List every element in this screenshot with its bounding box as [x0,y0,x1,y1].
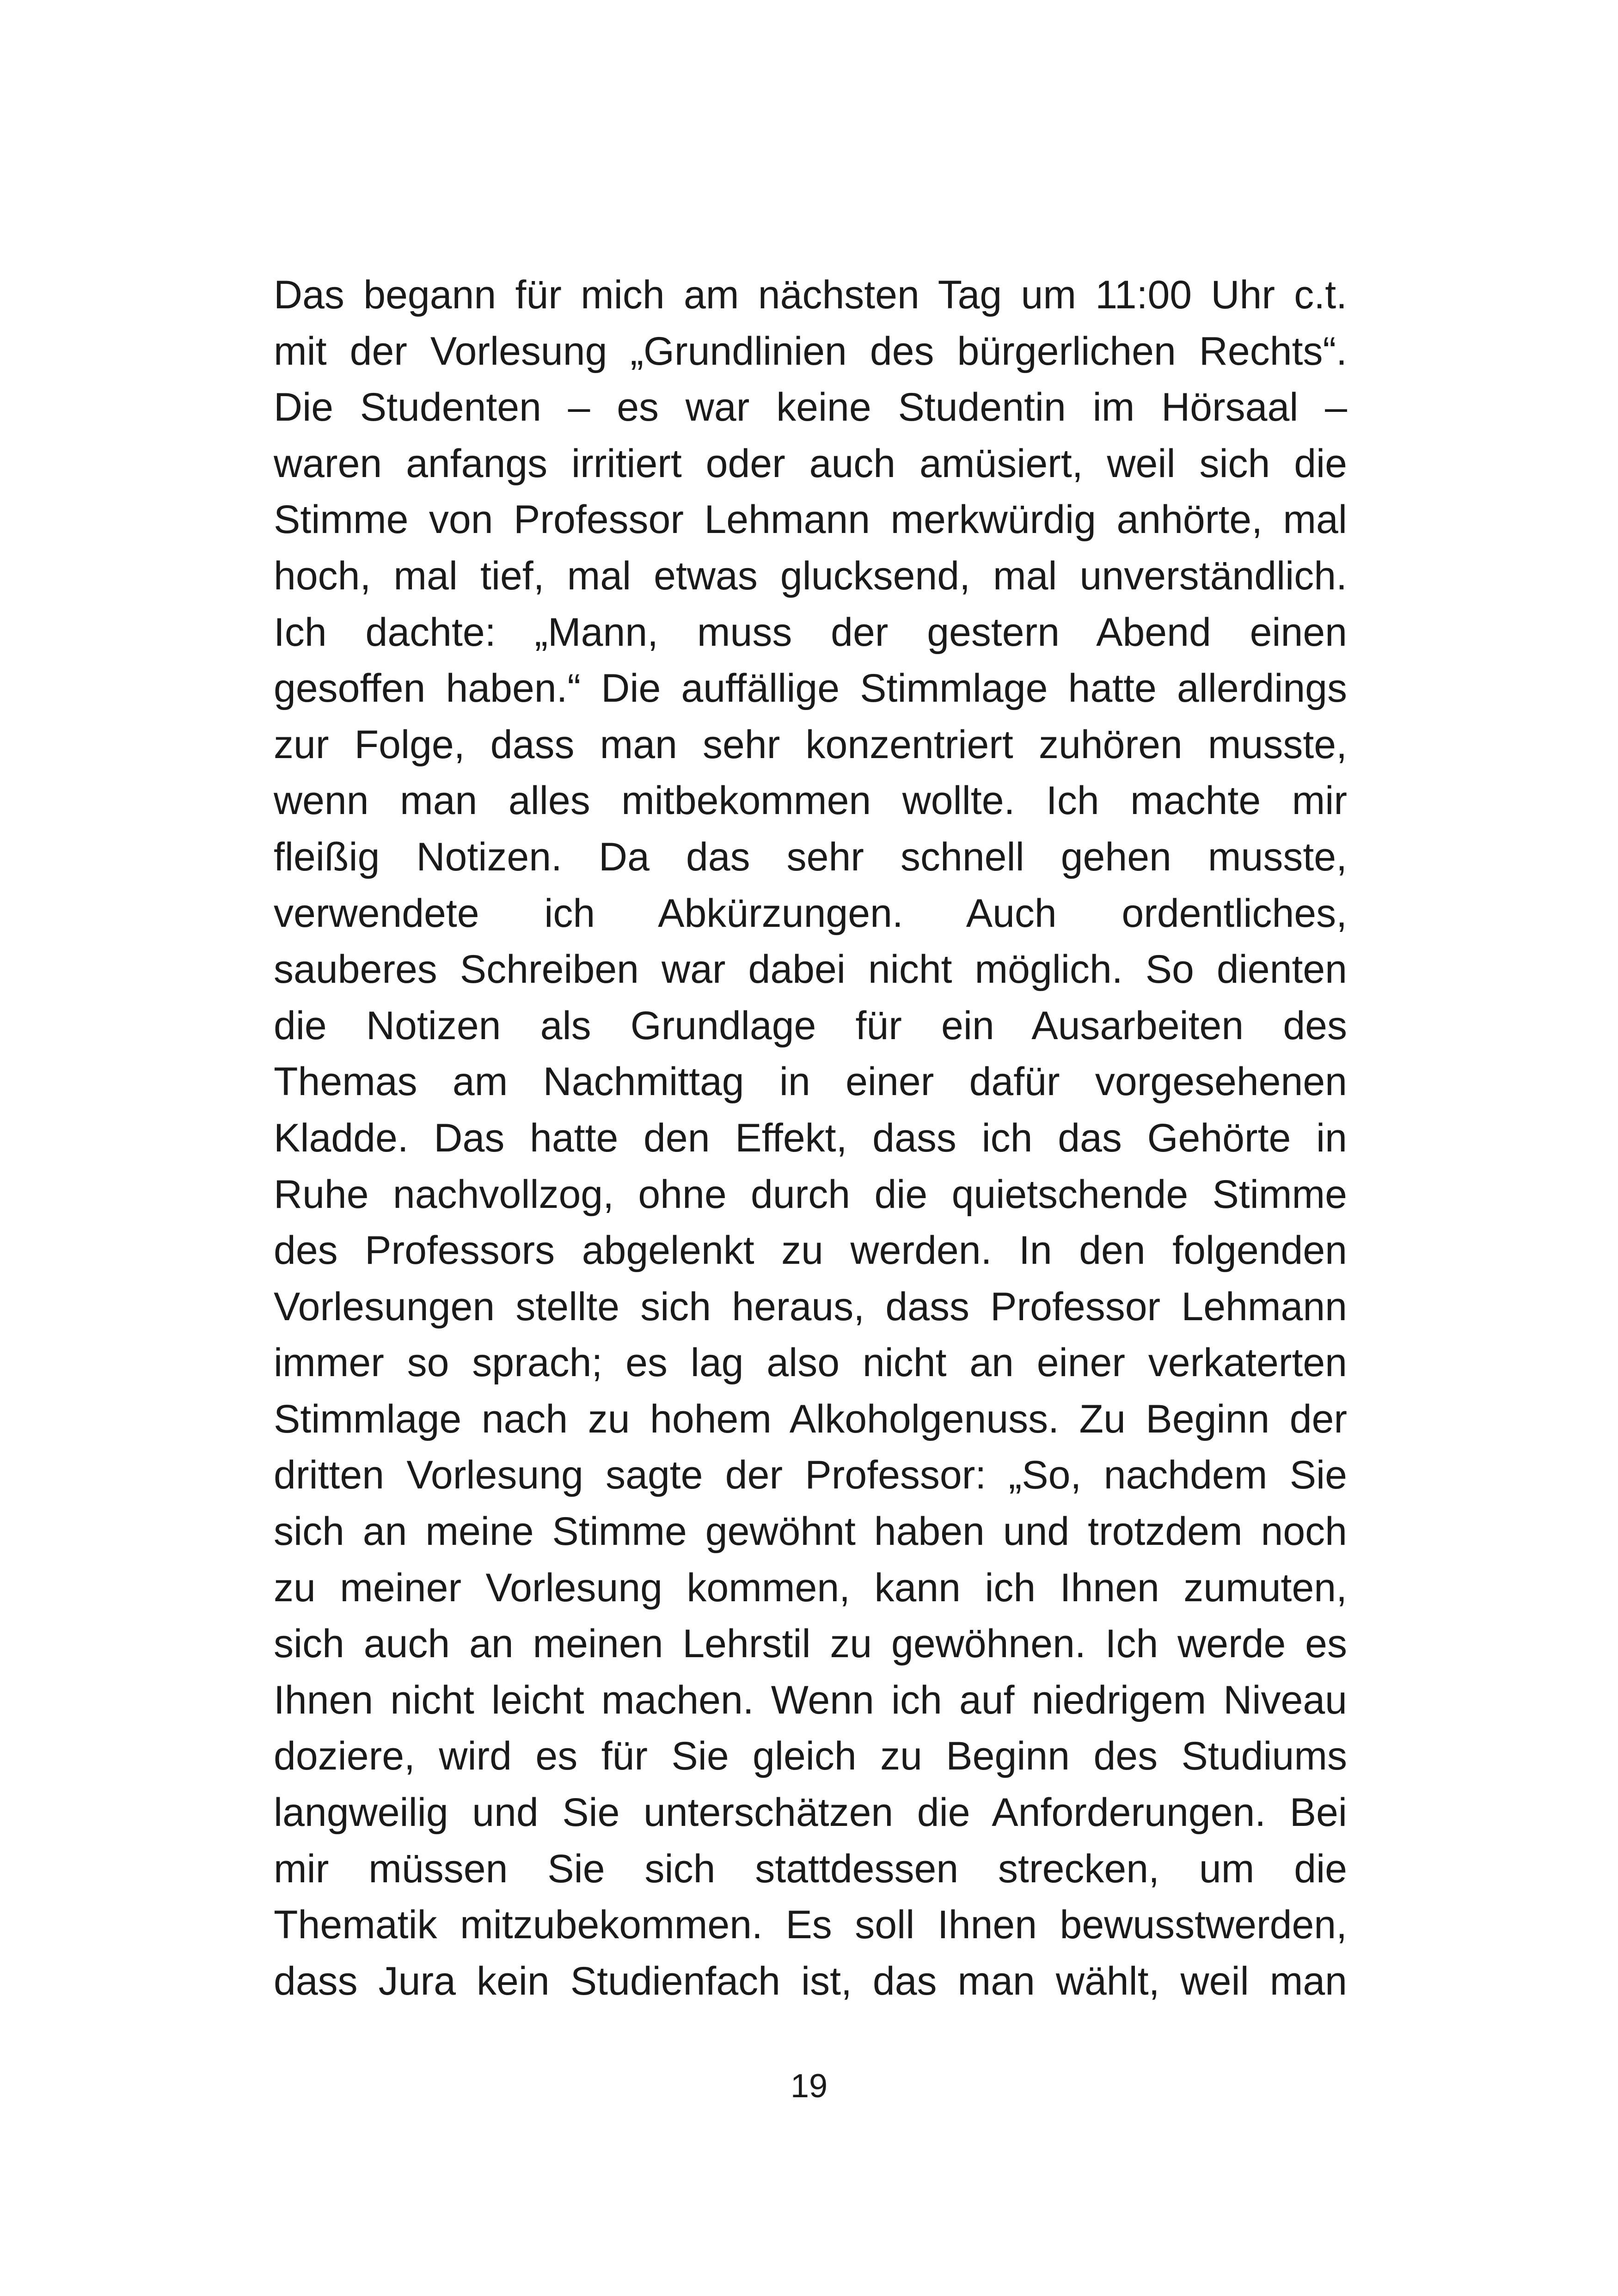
text-line: Die Studenten – es war keine Studentin im Hörsaal – [274,385,1347,430]
text-line: sich auch an meinen Lehrstil zu gewöhnen. Ich werde es [274,1622,1347,1666]
text-line: Ruhe nachvollzog, ohne durch die quietschende Stimme [274,1172,1347,1217]
page-number: 19 [790,2068,828,2105]
text-line: langweilig und Sie unterschätzen die Anforderungen. Bei [274,1790,1347,1835]
text-line: Ich dachte: „Mann, muss der gestern Abend einen [274,610,1347,655]
text-line: die Notizen als Grundlage für ein Ausarbeiten des [274,1003,1347,1048]
text-line: Kladde. Das hatte den Effekt, dass ich das Gehörte in [274,1115,1347,1160]
text-line: fleißig Notizen. Da das sehr schnell gehen musste, [274,834,1347,879]
text-line: Thematik mitzubekommen. Es soll Ihnen bewusstwerden, [274,1903,1347,1947]
text-line: sauberes Schreiben war dabei nicht möglich. So dienten [274,947,1347,992]
text-line: des Professors abgelenkt zu werden. In den folgenden [274,1228,1347,1273]
text-line: hoch, mal tief, mal etwas glucksend, mal unverständlich. [274,553,1347,598]
text-line: waren anfangs irritiert oder auch amüsiert, weil sich die [274,441,1347,486]
text-line: zu meiner Vorlesung kommen, kann ich Ihnen zumuten, [274,1565,1347,1610]
text-line: dritten Vorlesung sagte der Professor: „So, nachdem Sie [274,1453,1347,1498]
text-line: Stimmlage nach zu hohem Alkoholgenuss. Zu Beginn der [274,1396,1347,1441]
text-line: Stimme von Professor Lehmann merkwürdig anhörte, mal [274,497,1347,542]
text-line: sich an meine Stimme gewöhnt haben und trotzdem noch [274,1509,1347,1554]
text-line: mir müssen Sie sich stattdessen strecken, um die [274,1846,1347,1891]
text-line: Themas am Nachmittag in einer dafür vorgesehenen [274,1059,1347,1104]
text-line: gesoffen haben.“ Die auffällige Stimmlage hatte allerdings [274,666,1347,711]
text-line: Vorlesungen stellte sich heraus, dass Professor Lehmann [274,1284,1347,1329]
text-line: immer so sprach; es lag also nicht an einer verkaterten [274,1341,1347,1385]
body-text [274,267,1347,2009]
text-line: Das begann für mich am nächsten Tag um 11:00 Uhr c.t. [274,273,1347,317]
text-line: mit der Vorlesung „Grundlinien des bürgerlichen Rechts“. [274,329,1347,373]
text-line: doziere, wird es für Sie gleich zu Beginn des Studiums [274,1734,1347,1779]
text-line: wenn man alles mitbekommen wollte. Ich machte mir [274,778,1347,823]
text-line: zur Folge, dass man sehr konzentriert zuhören musste, [274,722,1347,767]
text-line: Ihnen nicht leicht machen. Wenn ich auf niedrigem Niveau [274,1678,1347,1722]
text-line: verwendete ich Abkürzungen. Auch ordentliches, [274,891,1347,936]
text-line: dass Jura kein Studienfach ist, das man wählt, weil man [274,1959,1347,2003]
